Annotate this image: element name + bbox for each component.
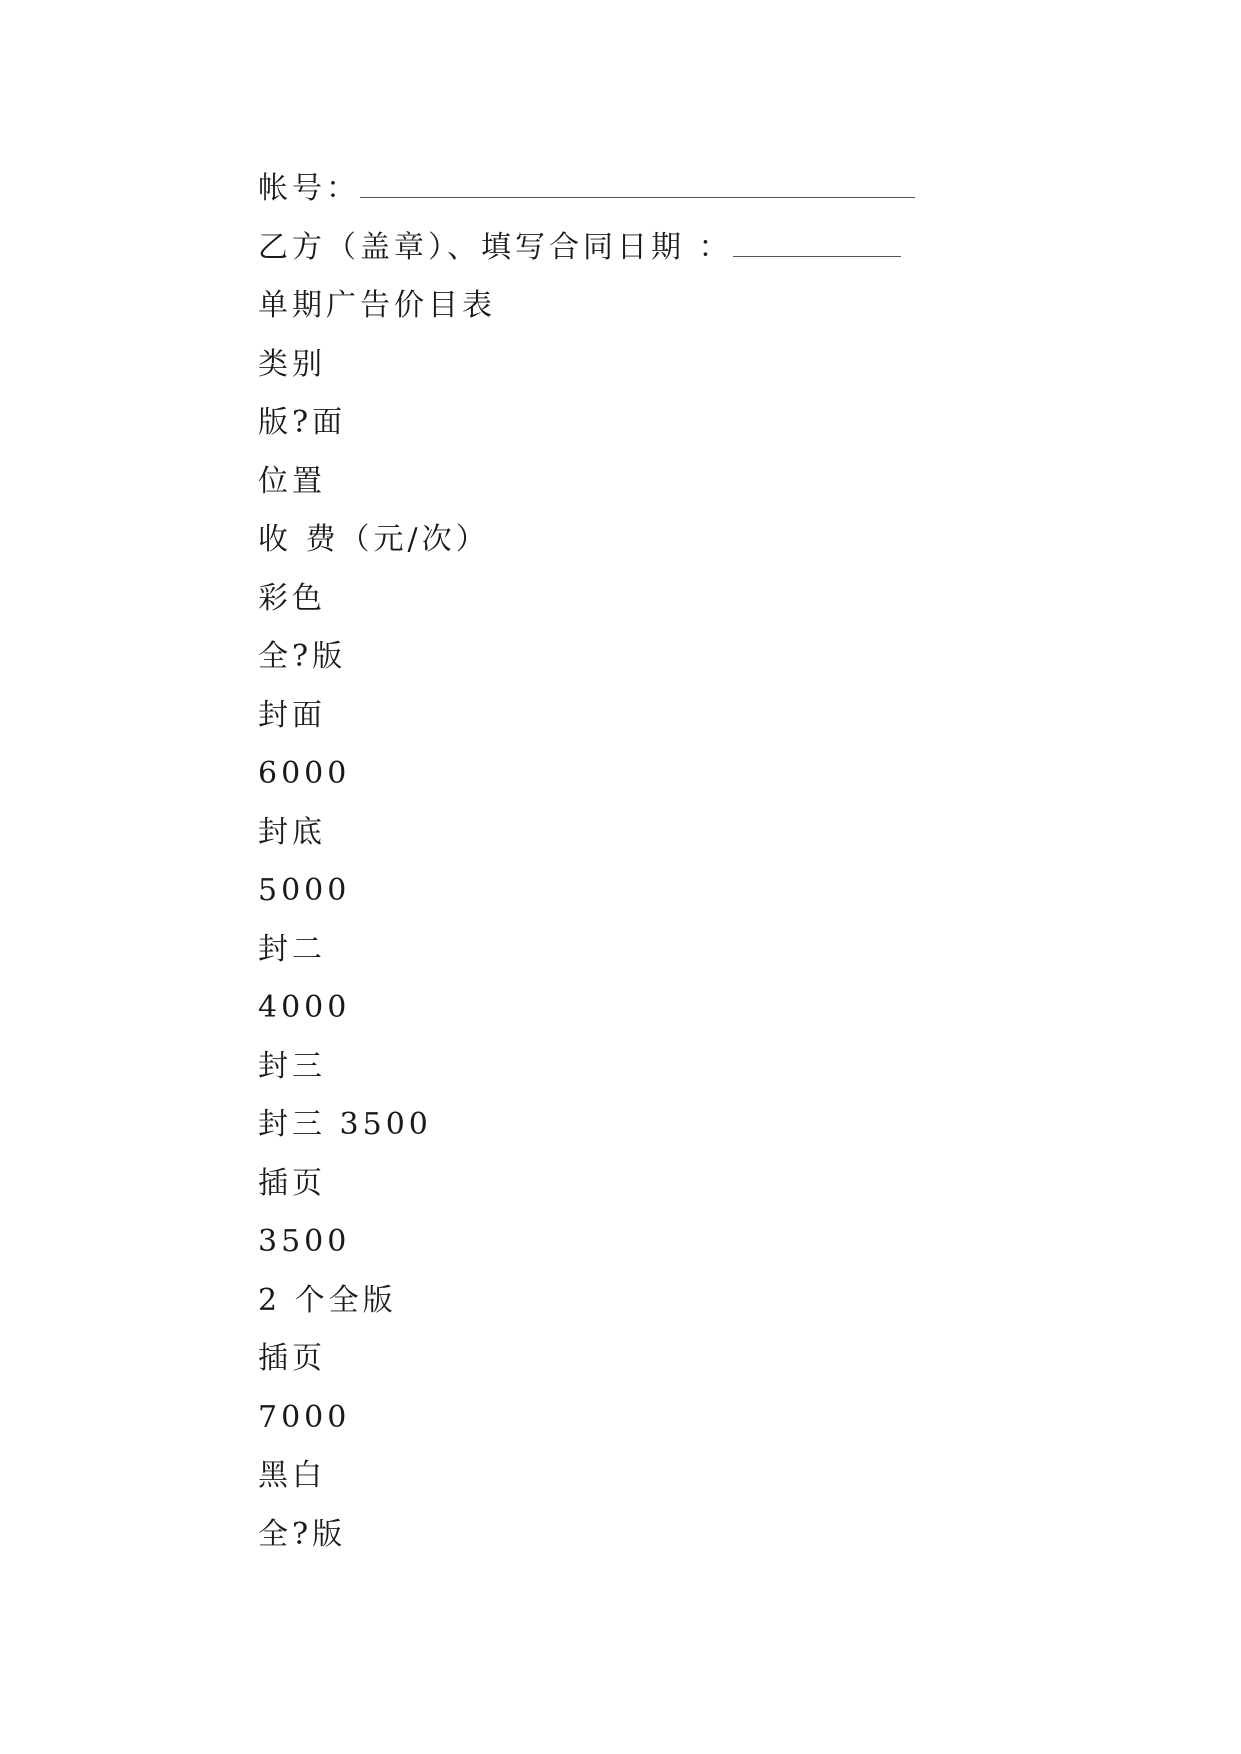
table-title: 单期广告价目表: [258, 288, 496, 323]
layout-full-page: 全?版: [258, 639, 347, 674]
fee-front-cover: 6000: [258, 756, 351, 791]
position-back-cover: 封底: [258, 814, 326, 850]
position-header: 位置: [258, 463, 326, 499]
party-b-line: [258, 219, 1018, 278]
account-blank: [360, 160, 915, 219]
position-insert: 插页: [258, 1165, 326, 1201]
account-label: 帐号：: [258, 171, 360, 206]
fee-insert-double: 7000: [258, 1399, 351, 1435]
category-header: 类别: [258, 346, 326, 382]
position-inside-back-fee: 封三 3500: [258, 1107, 432, 1142]
layout-full-page-bw: 全?版: [258, 1516, 347, 1552]
position-inside-back: 封三: [258, 1048, 326, 1084]
fee-insert: 3500: [258, 1224, 351, 1259]
position-front-cover: 封面: [258, 697, 326, 733]
fee-inside-front: 4000: [258, 990, 351, 1025]
position-inside-front: 封二: [258, 931, 326, 967]
layout-two-full-pages: 2 个全版: [258, 1282, 397, 1318]
account-line: [258, 160, 1018, 219]
fee-header: 收 费（元/次）: [258, 522, 490, 557]
date-blank: [733, 219, 901, 278]
category-color: 彩色: [258, 580, 326, 616]
party-b-label: 乙方（盖章）、填写合同日期 ：: [258, 229, 733, 265]
document-content: [258, 160, 1018, 1564]
position-insert-double: 插页: [258, 1341, 326, 1376]
layout-header: 版?面: [258, 405, 347, 440]
fee-back-cover: 5000: [258, 873, 351, 908]
category-black-white: 黑白: [258, 1458, 326, 1493]
